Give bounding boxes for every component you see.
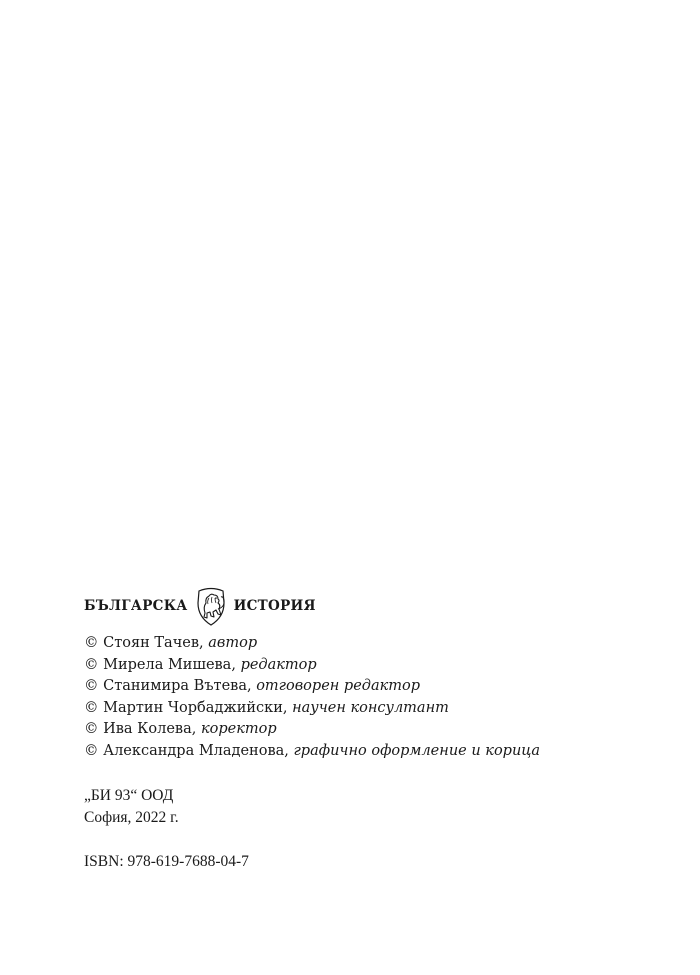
lion-emblem-icon bbox=[191, 585, 231, 627]
credit-name: Ива Колева bbox=[103, 721, 192, 738]
copyright-symbol: © bbox=[84, 742, 99, 759]
copyright-symbol: © bbox=[84, 721, 99, 738]
city-year: София, 2022 г. bbox=[84, 809, 179, 826]
credit-line: © Ива Колева, коректор bbox=[84, 721, 277, 738]
credits-list bbox=[84, 633, 540, 763]
isbn-number: ISBN: 978-619-7688-04-7 bbox=[84, 853, 249, 870]
credit-role: научен консултант bbox=[292, 699, 449, 716]
credit-role: графично оформление и корица bbox=[293, 742, 541, 759]
credit-line: © Станимира Вътева, отговорен редактор bbox=[84, 678, 421, 695]
logo-word-left: БЪЛГАРСКА bbox=[84, 598, 188, 614]
imprint-block bbox=[84, 785, 179, 829]
credit-role: редактор bbox=[240, 656, 317, 673]
copyright-symbol: © bbox=[84, 699, 99, 716]
publisher-name: „БИ 93“ ООД bbox=[84, 787, 174, 804]
credit-line: © Стоян Тачев, автор bbox=[84, 635, 258, 651]
credit-line: © Мартин Чорбаджийски, научен консултант bbox=[84, 699, 449, 716]
credit-name: Александра Младенова bbox=[103, 742, 285, 759]
credit-role: коректор bbox=[200, 721, 277, 738]
credit-name: Стоян Тачев bbox=[103, 635, 200, 651]
logo-word-right: ИСТОРИЯ bbox=[233, 598, 316, 614]
credit-line: © Александра Младенова, графично оформление и корица bbox=[84, 742, 541, 759]
credit-line: © Мирела Мишева, редактор bbox=[84, 656, 317, 673]
credit-role: автор bbox=[208, 635, 258, 651]
publisher-logo bbox=[84, 584, 316, 628]
copyright-symbol: © bbox=[84, 635, 99, 651]
credit-name: Мирела Мишева bbox=[103, 656, 232, 673]
credit-name: Станимира Вътева bbox=[103, 678, 247, 695]
copyright-symbol: © bbox=[84, 656, 99, 673]
credit-name: Мартин Чорбаджийски bbox=[103, 699, 283, 716]
copyright-symbol: © bbox=[84, 678, 99, 695]
credit-role: отговорен редактор bbox=[256, 678, 421, 695]
